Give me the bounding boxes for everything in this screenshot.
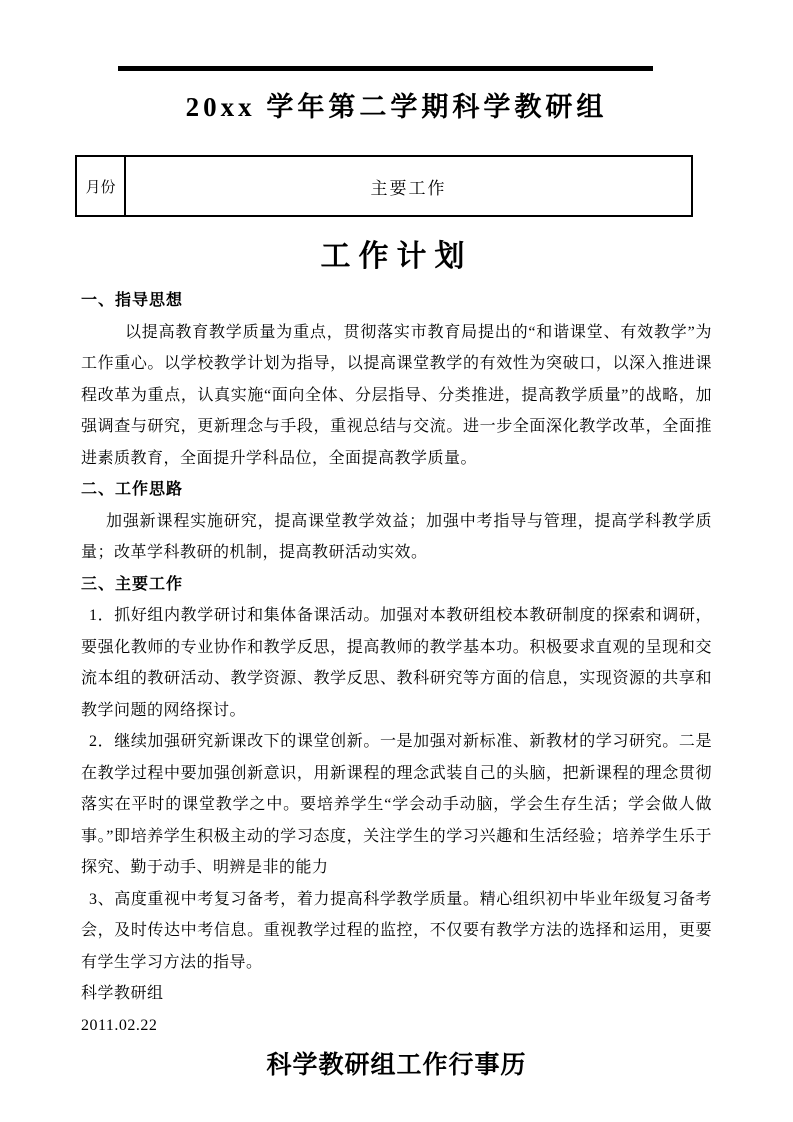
document-body (81, 285, 712, 1041)
section-heading-main-work: 三、主要工作 (81, 575, 184, 593)
section-heading-guiding-ideology: 一、指导思想 (81, 292, 184, 309)
main-work-item-3: 3、高度重视中考复习备考，着力提高科学教学质量。精心组织初中毕业年级复习备考会，及时传达中考信息。重视教学过程的监控，不仅要有教学方法的选择和运用，更要有学生学习方法的指导。 (81, 890, 712, 971)
main-work-item-1: 1．抓好组内教学研讨和集体备课活动。加强对本教研组校本教研制度的探索和调研，要强化教师的专业协作和教学反思，提高教师的教学基本功。积极要求直观的呈现和交流本组的教研活动、教学资源、教学反思、教科研究等方面的信息，实现资源的共享和教学问题的网络探讨。 (81, 607, 712, 719)
table-header-row (76, 156, 692, 216)
main-work-column-header: 主要工作 (125, 156, 692, 216)
signature: 科学教研组 (81, 985, 164, 1002)
paragraph-work-approach: 加强新课程实施研究，提高课堂教学效益；加强中考指导与管理，提高学科教学质量；改革学科教研的机制，提高教研活动实效。 (81, 512, 712, 561)
month-column-header: 月份 (76, 156, 125, 216)
document-title: 20xx 学年第二学期科学教研组 (185, 92, 608, 122)
calendar-heading: 科学教研组工作行事历 (266, 1051, 527, 1079)
month-work-table (75, 155, 693, 217)
top-rule-divider (118, 66, 653, 71)
work-plan-heading: 工作计划 (320, 240, 473, 273)
main-work-item-2: 2．继续加强研究新课改下的课堂创新。一是加强对新标准、新教材的学习研究。二是在教学过程中要加强创新意识，用新课程的理念武装自己的头脑，把新课程的理念贯彻落实在平时的课堂教学之中。要培养学生“学会动手动脑，学会生存生活；学会做人做事。”即培养学生积极主动的学习态度，关注学生的学习兴趣和生活经验；培养学生乐于探究、勤于动手、明辨是非的能力 (81, 733, 712, 876)
signature-date: 2011.02.22 (81, 1016, 158, 1034)
section-heading-work-approach: 二、工作思路 (81, 481, 184, 498)
paragraph-guiding-ideology: 以提高教育教学质量为重点，贯彻落实市教育局提出的“和谐课堂、有效教学”为工作重心。以学校教学计划为指导，以提高课堂教学的有效性为突破口，以深入推进课程改革为重点，认真实施“面向全体、分层指导、分类推进，提高教学质量”的战略，加强调查与研究，更新理念与手段，重视总结与交流。进一步全面深化教学改革，全面推进素质教育，全面提升学科品位，全面提高教学质量。 (81, 323, 712, 467)
